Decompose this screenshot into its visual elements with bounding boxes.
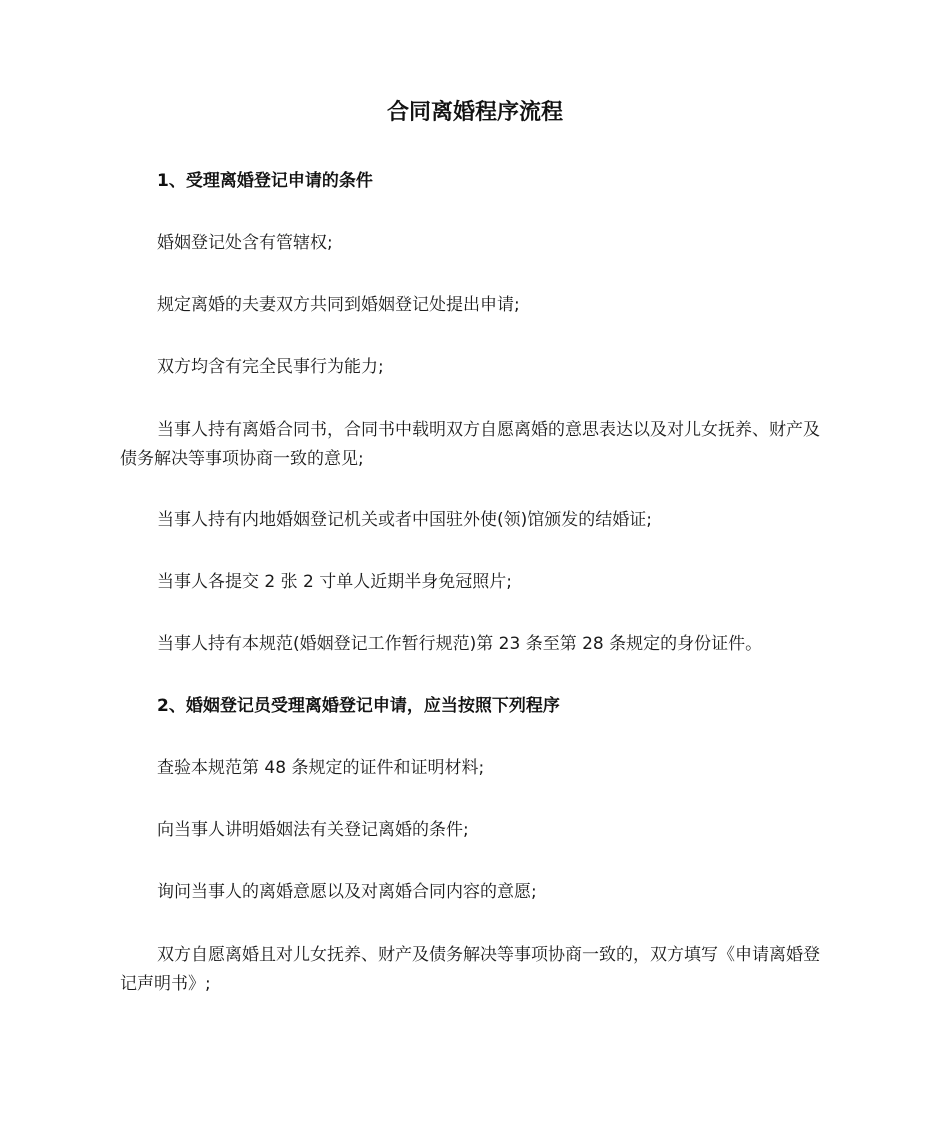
section-1-item-5: 当事人持有内地婚姻登记机关或者中国驻外使(领)馆颁发的结婚证; <box>157 510 652 530</box>
section-2-item-4: 双方自愿离婚且对儿女抚养、财产及债务解决等事项协商一致的，双方填写《申请离婚登记声明书》; <box>120 945 820 994</box>
section-2-item-3: 询问当事人的离婚意愿以及对离婚合同内容的意愿; <box>157 882 537 902</box>
section-1-item-2: 规定离婚的夫妻双方共同到婚姻登记处提出申请; <box>157 295 520 315</box>
section-1-item-3: 双方均含有完全民事行为能力; <box>157 357 384 377</box>
document-title: 合同离婚程序流程 <box>386 100 563 125</box>
section-1-heading: 1、受理离婚登记申请的条件 <box>157 171 373 191</box>
section-2-item-1: 查验本规范第 48 条规定的证件和证明材料; <box>157 758 485 778</box>
section-2-item-2: 向当事人讲明婚姻法有关登记离婚的条件; <box>157 820 469 840</box>
section-1-item-7: 当事人持有本规范(婚姻登记工作暂行规范)第 23 条至第 28 条规定的身份证件。 <box>157 634 763 654</box>
section-1-item-4: 当事人持有离婚合同书，合同书中载明双方自愿离婚的意思表达以及对儿女抚养、财产及债务解决等事项协商一致的意见; <box>120 420 820 469</box>
section-1-item-1: 婚姻登记处含有管辖权; <box>157 233 333 253</box>
section-1-item-6: 当事人各提交 2 张 2 寸单人近期半身免冠照片; <box>157 572 512 592</box>
section-2-heading: 2、婚姻登记员受理离婚登记申请，应当按照下列程序 <box>157 696 560 716</box>
